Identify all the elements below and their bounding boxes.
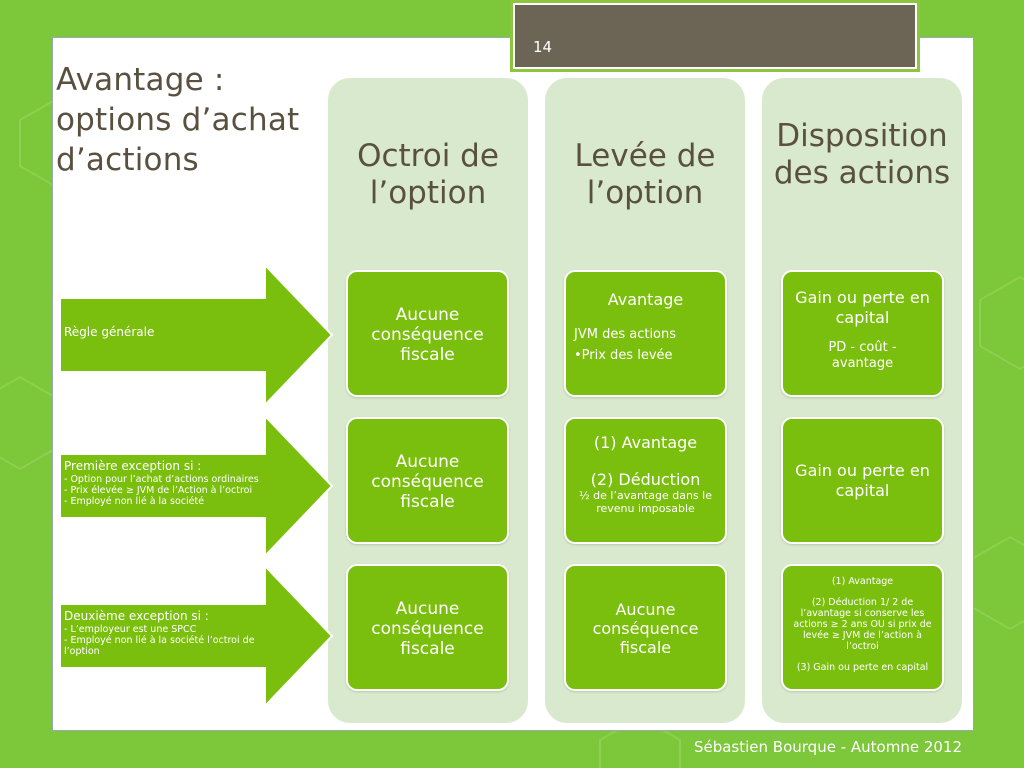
cell-text: (1) Avantage xyxy=(593,433,698,452)
cell-text: •Prix des levée xyxy=(574,348,673,363)
cell-text: (1) Avantage xyxy=(831,576,894,587)
cell-text: Aucune conséquence fiscale xyxy=(371,452,484,512)
cell-text: Gain ou perte en capital xyxy=(795,461,930,500)
row-arrow-premiere-exception xyxy=(60,416,335,556)
cell-r1-octroi xyxy=(346,270,509,397)
cell-text: (3) Gain ou perte en capital xyxy=(796,662,929,673)
cell-title: Avantage xyxy=(607,290,684,309)
column-heading-levee: Levée de l’option xyxy=(574,138,716,211)
cell-r3-levee xyxy=(564,564,727,691)
slide-number: 14 xyxy=(533,38,553,56)
cell-text: PD - coût - avantage xyxy=(828,340,897,371)
cell-text: (2) Déduction xyxy=(590,470,701,489)
column-heading-octroi: Octroi de l’option xyxy=(357,138,499,211)
cell-title: Gain ou perte en capital xyxy=(795,288,930,327)
row-item: - Employé non lié à la société l’octroi de l’option xyxy=(64,635,255,657)
cell-r1-disposition xyxy=(781,270,944,397)
cell-text: Aucune conséquence fiscale xyxy=(371,305,484,365)
row-label: Règle générale xyxy=(64,325,155,339)
row-item: - L’employeur est une SPCC xyxy=(64,624,197,635)
cell-text: (2) Déduction 1/ 2 de l’avantage si conserve les actions ≥ 2 ans OU si prix de levée ≥ JVM de l’action à l’octroi xyxy=(793,597,932,652)
row-item: - Prix élevée ≥ JVM de l’Action à l’octroi xyxy=(64,485,253,496)
row-item: - Employé non lié à la société xyxy=(64,496,205,507)
row-label: Première exception si : xyxy=(64,459,202,473)
row-label: Deuxième exception si : xyxy=(64,609,209,623)
row-arrow-deuxieme-exception xyxy=(60,566,335,706)
row-item: - Option pour l’achat d’actions ordinaires xyxy=(64,474,259,485)
header-tab xyxy=(510,0,920,72)
slide-title: Avantage : options d’achat d’actions xyxy=(56,62,300,178)
column-heading-disposition: Disposition des actions xyxy=(773,118,951,191)
cell-text: Aucune conséquence fiscale xyxy=(371,599,484,659)
cell-r1-levee xyxy=(564,270,727,397)
cell-r2-octroi xyxy=(346,417,509,544)
cell-r3-octroi xyxy=(346,564,509,691)
cell-text: JVM des actions xyxy=(574,327,677,342)
row-arrow-regle-generale xyxy=(60,265,335,405)
cell-r3-disposition xyxy=(781,564,944,691)
footer-author: Sébastien Bourque - Automne 2012 xyxy=(693,738,962,756)
cell-r2-levee xyxy=(564,417,727,544)
cell-r2-disposition xyxy=(781,417,944,544)
cell-text: Aucune conséquence fiscale xyxy=(592,600,699,657)
cell-subtext: ½ de l’avantage dans le revenu imposable xyxy=(579,489,712,515)
